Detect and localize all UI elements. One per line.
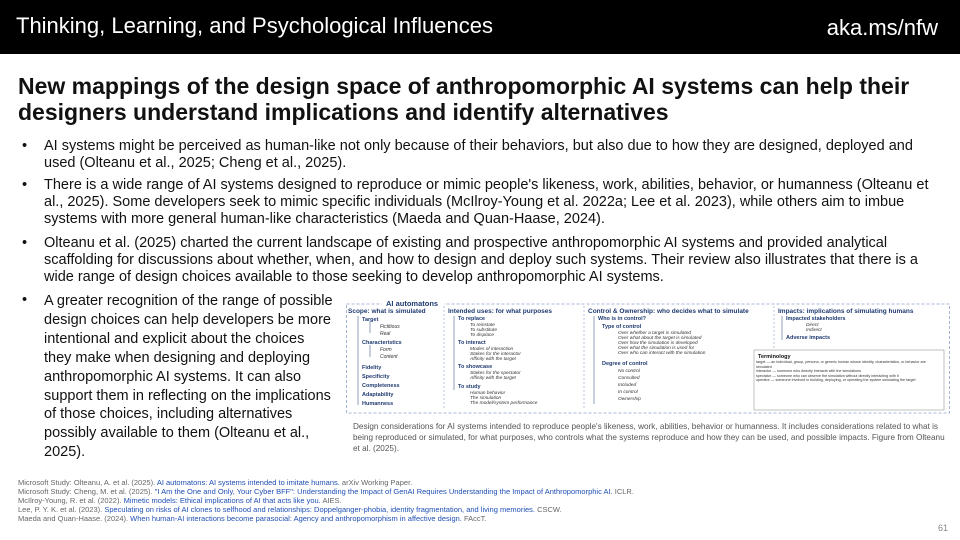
uses-item: The model/system performance <box>470 401 538 406</box>
control-item: Ownership <box>618 397 641 402</box>
section-title: Thinking, Learning, and Psychological Influences <box>16 13 493 38</box>
control-item: No control <box>618 369 640 374</box>
control-item: Included <box>618 383 637 388</box>
terminology-header: Terminology <box>758 354 791 360</box>
scope-item: Content <box>380 354 398 360</box>
bullet-marker: • <box>22 177 28 193</box>
scope-item: Humanness <box>362 401 394 407</box>
control-item: Over what the simulation is used for <box>618 346 695 351</box>
impacts-item: Direct <box>806 323 819 328</box>
impacts-item: Adverse impacts <box>786 335 831 341</box>
control-item: Over who can interact with the simulation <box>618 351 706 356</box>
uses-item: Human behavior <box>470 391 506 396</box>
terminology-item: interactor — someone who directly interacts with the simulations <box>756 369 861 374</box>
uses-item: To displace <box>470 333 495 338</box>
bullet-text: A greater recognition of the range of possible design choices can help developers be more intentional and explicit about the choices they make when designing and deploying anthropomorphic AI systems. It can also support them in reflecting on the implications of those choices, including alternatives possibly available to them (Olteanu et al., 2025). <box>44 293 333 461</box>
scope-item: Adaptability <box>362 392 394 398</box>
control-tree <box>594 316 706 404</box>
reference-link[interactable]: When human-AI interactions become parasocial: Agency and anthropomorphism in affective design. <box>130 513 462 523</box>
bullet-marker: • <box>22 292 28 308</box>
scope-tree <box>358 316 402 407</box>
control-item: Degree of control <box>602 361 648 367</box>
bullet-text: Olteanu et al. (2025) charted the current landscape of existing and prospective anthropomorphic AI systems and provided analytical scaffolding for discussions about whether, when, and how to design and deploy such systems. Their review also illustrates that there is a wide range of design choices available to those seeking to develop anthropomorphic AI systems. <box>44 235 918 285</box>
slide-title: New mappings of the design space of anthropomorphic AI systems can help their designers understand implications and identify alternatives <box>18 73 910 125</box>
uses-item: To interact <box>458 340 486 346</box>
scope-item: Fidelity <box>362 365 382 371</box>
reference-text: Microsoft Study: Cheng, M. et al. (2025). <box>18 486 155 496</box>
scope-item: Specificity <box>362 374 390 380</box>
uses-item: Affinity with the target <box>470 357 516 362</box>
uses-item: To reinstate <box>470 323 495 328</box>
uses-item: To study <box>458 384 481 390</box>
reference-venue: AIES. <box>320 495 342 505</box>
reference-venue: FAccT. <box>461 513 487 523</box>
uses-item: The simulation <box>470 396 502 401</box>
uses-header: Intended uses: for what purposes <box>448 308 553 315</box>
references <box>18 479 858 524</box>
short-link[interactable]: aka.ms/nfw <box>826 15 938 40</box>
figure-caption: Design considerations for AI systems intended to reproduce people's likeness, work, abilities, behavior or humanness. It includes considerations related to what is being reproduced or simulated, for what purposes, who controls what the systems reproduce and how they can be used, and possible impacts. Figure from Olteanu et al. (2025). <box>353 422 945 453</box>
reference-link[interactable]: "I Am the One and Only, Your Cyber BFF": Understanding the Impact of GenAI Requires Understanding the Impact of Anthropomorphic AI. <box>154 486 613 496</box>
control-item: Who is in control? <box>598 316 646 322</box>
control-item: Over how the simulation is developed <box>618 341 698 346</box>
impacts-header: Impacts: implications of simulating humans <box>778 308 914 315</box>
design-space-figure <box>346 298 950 414</box>
reference-text: Maeda and Quan-Haase. (2024). <box>18 513 131 523</box>
bullet-marker: • <box>22 138 28 154</box>
reference-link[interactable]: Speculating on risks of AI clones to selfhood and relationships: Doppelganger-phobia, identity fragmentation, and living memories. <box>104 504 535 514</box>
uses-item: To substitute <box>470 328 498 333</box>
reference-link[interactable]: Mimetic models: Ethical implications of AI that acts like you. <box>123 495 321 505</box>
control-item: Over whether a target is simulated <box>618 331 692 336</box>
control-item: Type of control <box>602 324 642 330</box>
header-bar <box>0 0 960 54</box>
uses-item: Stakes for the interactor <box>470 352 521 357</box>
scope-item: Completeness <box>362 383 400 389</box>
scope-header: Scope: what is simulated <box>348 308 426 315</box>
scope-item: Real <box>380 331 391 337</box>
impacts-item: Indirect <box>806 328 822 333</box>
scope-item: Target <box>362 317 379 323</box>
control-item: In control <box>618 390 638 395</box>
figure-title: AI automatons <box>386 299 439 308</box>
control-item: Over what about the target is simulated <box>618 336 702 341</box>
reference-venue: CSCW. <box>534 504 562 514</box>
scope-item: Fictitious <box>380 324 400 330</box>
impacts-item: Impacted stakeholders <box>786 316 846 322</box>
terminology-item: target — an individual, group, persona, or generic human whose identity, characteristics, or behavior are simulated <box>756 360 926 369</box>
scope-item: Form <box>380 347 392 353</box>
reference-text: Microsoft Study: Olteanu, A. et al. (2025). <box>18 478 157 487</box>
bullet-marker: • <box>22 235 28 251</box>
terminology-item: spectator — someone who can observe the simulation without directly interacting with it <box>756 373 899 378</box>
impacts-tree <box>782 316 846 341</box>
terminology-item: operator — someone involved in building, deploying, or operating the system simulating the target <box>756 378 916 383</box>
reference-text: McIlroy-Young, R. et al. (2022). <box>18 495 124 505</box>
control-header: Control & Ownership: who decides what to simulate <box>588 308 749 315</box>
terminology-box <box>754 350 944 410</box>
reference-item <box>18 515 858 524</box>
page-number: 61 <box>937 523 948 533</box>
reference-text: Lee, P. Y. K. et al. (2023). <box>18 504 105 514</box>
reference-link[interactable]: AI automatons: AI systems intended to imitate humans. <box>156 478 340 487</box>
scope-item: Characteristics <box>362 340 402 346</box>
reference-venue: ICLR. <box>612 486 634 496</box>
uses-tree <box>454 316 538 406</box>
uses-item: Modes of interaction <box>470 347 514 352</box>
uses-item: To showcase <box>458 364 493 370</box>
uses-item: Stakes for the spectator <box>470 371 521 376</box>
uses-item: Affinity with the target <box>470 376 516 381</box>
reference-venue: arXiv Working Paper. <box>339 478 413 487</box>
bullet-text: There is a wide range of AI systems designed to reproduce or mimic people's likeness, work, abilities, behavior, or humanness (Olteanu et al., 2025). Some developers seek to mimic specific individuals (McIlroy-Young et al. 2022a; Lee et al. 2023), while others aim to imbue systems with more general human-like characteristics (Maeda and Quan-Haase, 2024). <box>44 177 929 227</box>
uses-item: To replace <box>458 316 486 322</box>
bullet-text: AI systems might be perceived as human-like not only because of their behaviors, but also due to how they are designed, deployed and used (Olteanu et al., 2025; Cheng et al., 2025). <box>44 138 913 171</box>
control-item: Consulted <box>618 376 640 381</box>
